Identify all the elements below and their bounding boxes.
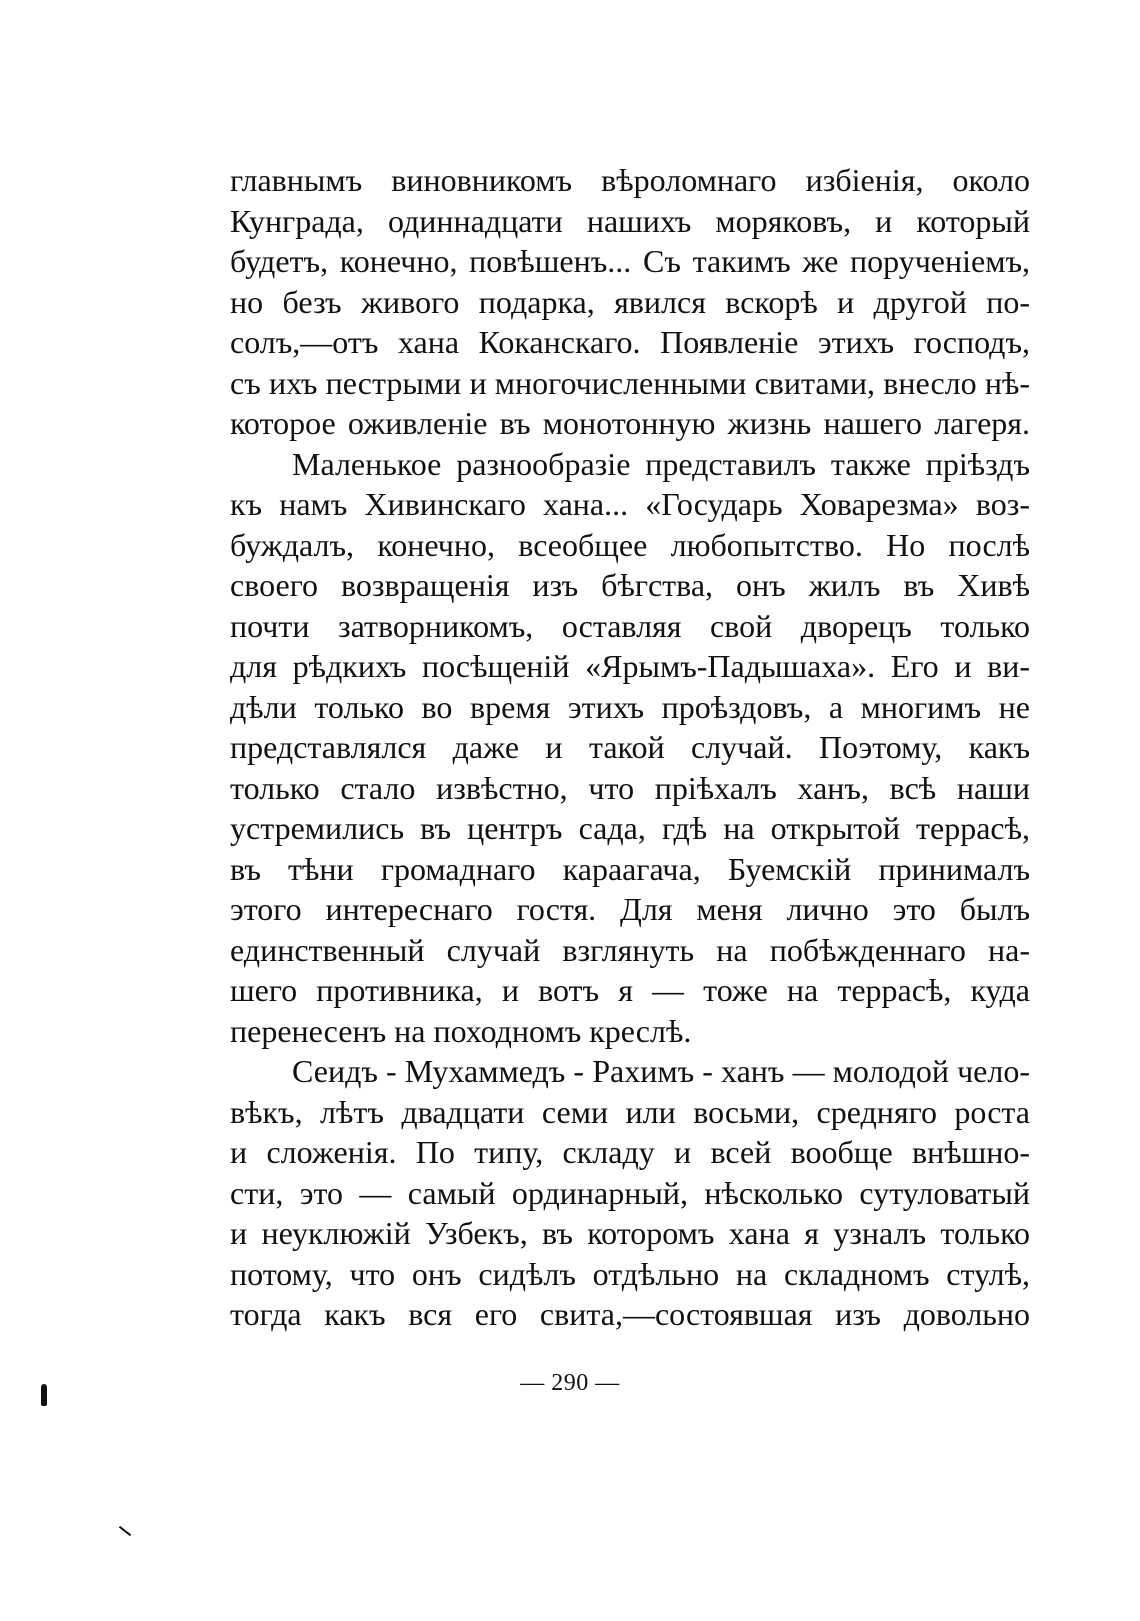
text-line: этого интереснаго гостя. Для меня лично это былъ — [230, 891, 1030, 927]
text-line: и сложенія. По типу, складу и всей вообще внѣшно- — [230, 1134, 1030, 1170]
text-line: для рѣдкихъ посѣщеній «Ярымъ-Падышаха». Его и ви- — [230, 648, 1030, 684]
body-text — [230, 160, 1030, 1335]
text-line: вѣкъ, лѣтъ двадцати семи или восьми, средняго роста — [230, 1093, 1030, 1130]
text-line: единственный случай взглянуть на побѣжденнаго на- — [230, 931, 1030, 968]
text-line: сти, это — самый ординарный, нѣсколько сутуловатый — [230, 1174, 1030, 1211]
text-line: но безъ живого подарка, явился вскорѣ и другой по- — [230, 283, 1030, 320]
text-line: буждалъ, конечно, всеобщее любопытство. Но послѣ — [230, 526, 1030, 563]
text-line: тогда какъ вся его свита,—состоявшая изъ довольно — [230, 1296, 1030, 1332]
paragraph-first-line: Сеидъ - Мухаммедъ - Рахимъ - ханъ — молодой чело- — [292, 1053, 1030, 1089]
text-line: своего возвращенія изъ бѣгства, онъ жилъ въ Хивѣ — [230, 567, 1030, 603]
text-line: представлялся даже и такой случай. Поэтому, какъ — [230, 729, 1030, 765]
text-line: устремились въ центръ сада, гдѣ на открытой террасѣ, — [230, 810, 1030, 846]
text-line: къ намъ Хивинскаго хана... «Государь Ховарезма» воз- — [230, 486, 1030, 522]
text-line: и неуклюжій Узбекъ, въ которомъ хана я узналъ только — [230, 1215, 1030, 1251]
text-line: только стало извѣстно, что пріѣхалъ ханъ, всѣ наши — [230, 769, 1030, 806]
text-line: солъ,—отъ хана Коканскаго. Появленіе этихъ господъ, — [230, 324, 1030, 360]
text-line: главнымъ виновникомъ вѣроломнаго избіенія, около — [230, 162, 1030, 198]
text-line: шего противника, и вотъ я — тоже на террасѣ, куда — [230, 972, 1030, 1008]
paragraph-first-line: Маленькое разнообразіе представилъ также пріѣздъ — [292, 445, 1030, 482]
text-line: будетъ, конечно, повѣшенъ... Съ такимъ же порученіемъ, — [230, 243, 1030, 279]
scan-mark — [119, 1526, 131, 1536]
text-line: которое оживленіе въ монотонную жизнь нашего лагеря. — [230, 405, 1030, 441]
text-line: съ ихъ пестрыми и многочисленными свитами, внесло нѣ- — [230, 364, 1030, 401]
ink-blot — [41, 1384, 47, 1406]
text-line: дѣли только во время этихъ проѣздовъ, а многимъ не — [230, 688, 1030, 725]
text-line: потому, что онъ сидѣлъ отдѣльно на складномъ стулѣ, — [230, 1255, 1030, 1292]
text-line: почти затворникомъ, оставляя свой дворецъ только — [230, 607, 1030, 644]
text-line: въ тѣни громаднаго караагача, Буемскій принималъ — [230, 850, 1030, 887]
text-line: перенесенъ на походномъ креслѣ. — [230, 1012, 692, 1049]
text-line: Кунграда, одиннадцати нашихъ моряковъ, и который — [230, 202, 1030, 239]
page-number: — 290 — — [520, 1370, 620, 1396]
